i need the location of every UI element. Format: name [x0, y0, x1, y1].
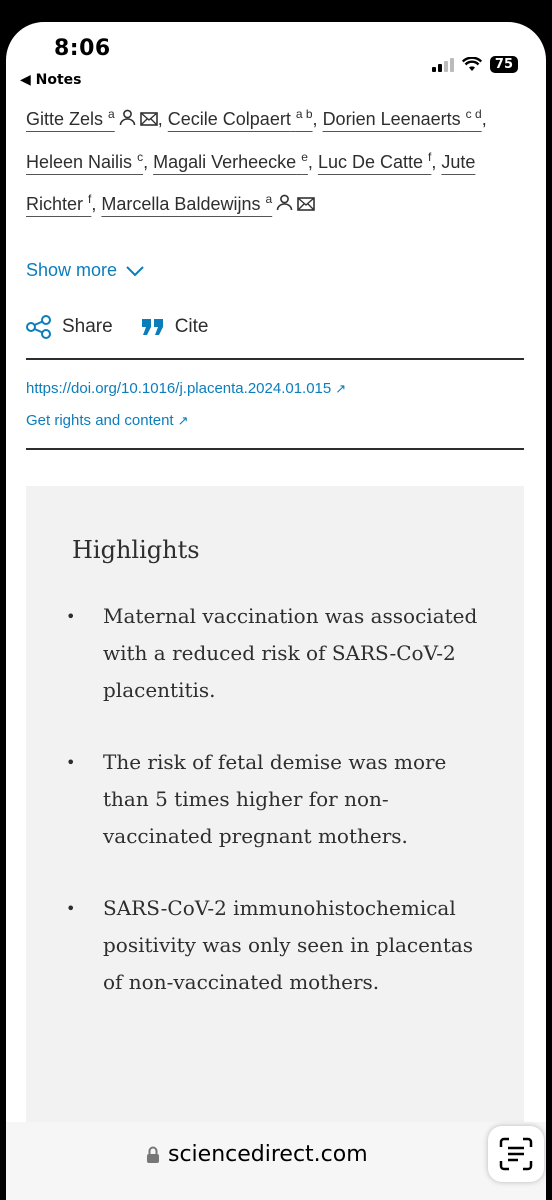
author-separator: , — [91, 193, 97, 214]
text-scan-button[interactable] — [488, 1126, 544, 1182]
share-icon — [26, 315, 52, 339]
author-link[interactable] — [26, 149, 144, 172]
author-name: Cecile Colpaert — [167, 109, 291, 129]
url-field[interactable] — [146, 1142, 368, 1167]
cite-label: Cite — [174, 316, 209, 337]
status-time: 8:06 — [54, 36, 111, 61]
author-link[interactable] — [317, 149, 432, 172]
author-link[interactable] — [323, 109, 482, 129]
author-name: Gitte Zels — [26, 109, 104, 129]
author-separator: , — [481, 109, 487, 129]
rights-link[interactable] — [26, 412, 189, 429]
show-more-label: Show more — [26, 260, 118, 280]
author-separator: , — [312, 109, 318, 129]
status-icons — [432, 56, 518, 73]
author-name: Dorien Leenaerts — [322, 109, 461, 129]
bullet-icon: • — [66, 607, 76, 626]
highlights-box — [26, 486, 524, 1166]
battery-indicator: 75 — [490, 56, 518, 73]
share-label: Share — [62, 316, 113, 337]
chevron-down-icon — [125, 265, 145, 277]
divider — [26, 358, 524, 360]
rights-label: Get rights and content — [26, 412, 174, 429]
bullet-icon: • — [66, 899, 76, 918]
text-scan-icon — [498, 1136, 534, 1172]
affiliation-sup: a — [108, 107, 115, 121]
person-icon[interactable] — [276, 187, 293, 224]
affiliation-sup: f — [428, 149, 432, 164]
article-actions — [26, 315, 209, 339]
doi-link[interactable] — [26, 380, 346, 397]
divider — [26, 448, 524, 450]
author-separator: , — [307, 151, 313, 172]
highlight-item — [66, 890, 486, 1001]
show-more-button[interactable] — [26, 260, 145, 281]
external-arrow-icon: ↗ — [335, 381, 347, 396]
author-link[interactable] — [26, 109, 158, 129]
author-name: Magali Verheecke — [153, 151, 297, 172]
author-separator: , — [143, 151, 149, 172]
quote-icon — [141, 318, 165, 336]
affiliation-sup: c d — [465, 107, 482, 121]
mail-icon[interactable] — [140, 102, 158, 139]
back-to-notes[interactable]: ◀ Notes — [20, 72, 82, 88]
author-list — [26, 96, 526, 224]
affiliation-sup: c — [137, 149, 144, 164]
mail-icon[interactable] — [297, 187, 315, 224]
author-separator: , — [431, 151, 437, 172]
author-separator: , — [157, 109, 163, 129]
phone-screen — [6, 22, 546, 1200]
lock-icon — [146, 1146, 160, 1164]
cite-button[interactable] — [141, 316, 209, 338]
author-name: Heleen Nailis — [26, 151, 133, 172]
url-text: sciencedirect.com — [168, 1142, 368, 1167]
highlight-item — [66, 744, 486, 855]
highlight-text: Maternal vaccination was associated with a reduced risk of SARS-CoV-2 placentitis. — [103, 604, 478, 702]
highlight-text: SARS-CoV-2 immunohistochemical positivity was only seen in placentas of non-vaccinated mothers. — [103, 896, 474, 994]
doi-url: https://doi.org/10.1016/j.placenta.2024.01.015 — [26, 380, 332, 397]
author-link[interactable] — [168, 109, 313, 129]
highlight-text: The risk of fetal demise was more than 5 times higher for non-vaccinated pregnant mothers. — [103, 750, 447, 848]
author-name: Jute Richter — [26, 151, 476, 214]
wifi-icon — [462, 57, 482, 72]
highlights-title: Highlights — [72, 536, 200, 564]
signal-icon — [432, 58, 454, 72]
affiliation-sup: a b — [295, 107, 313, 121]
author-link[interactable] — [153, 149, 308, 172]
affiliation-sup: e — [301, 149, 308, 164]
highlights-list — [66, 598, 486, 1036]
author-link[interactable] — [101, 191, 315, 214]
share-button[interactable] — [26, 315, 113, 339]
external-arrow-icon: ↗ — [177, 413, 189, 428]
browser-url-bar — [6, 1122, 546, 1200]
author-name: Marcella Baldewijns — [101, 193, 261, 214]
person-icon[interactable] — [119, 102, 136, 139]
affiliation-sup: a — [265, 191, 273, 206]
author-name: Luc De Catte — [317, 151, 423, 172]
bullet-icon: • — [66, 753, 76, 772]
highlight-item — [66, 598, 486, 709]
affiliation-sup: f — [88, 191, 92, 206]
